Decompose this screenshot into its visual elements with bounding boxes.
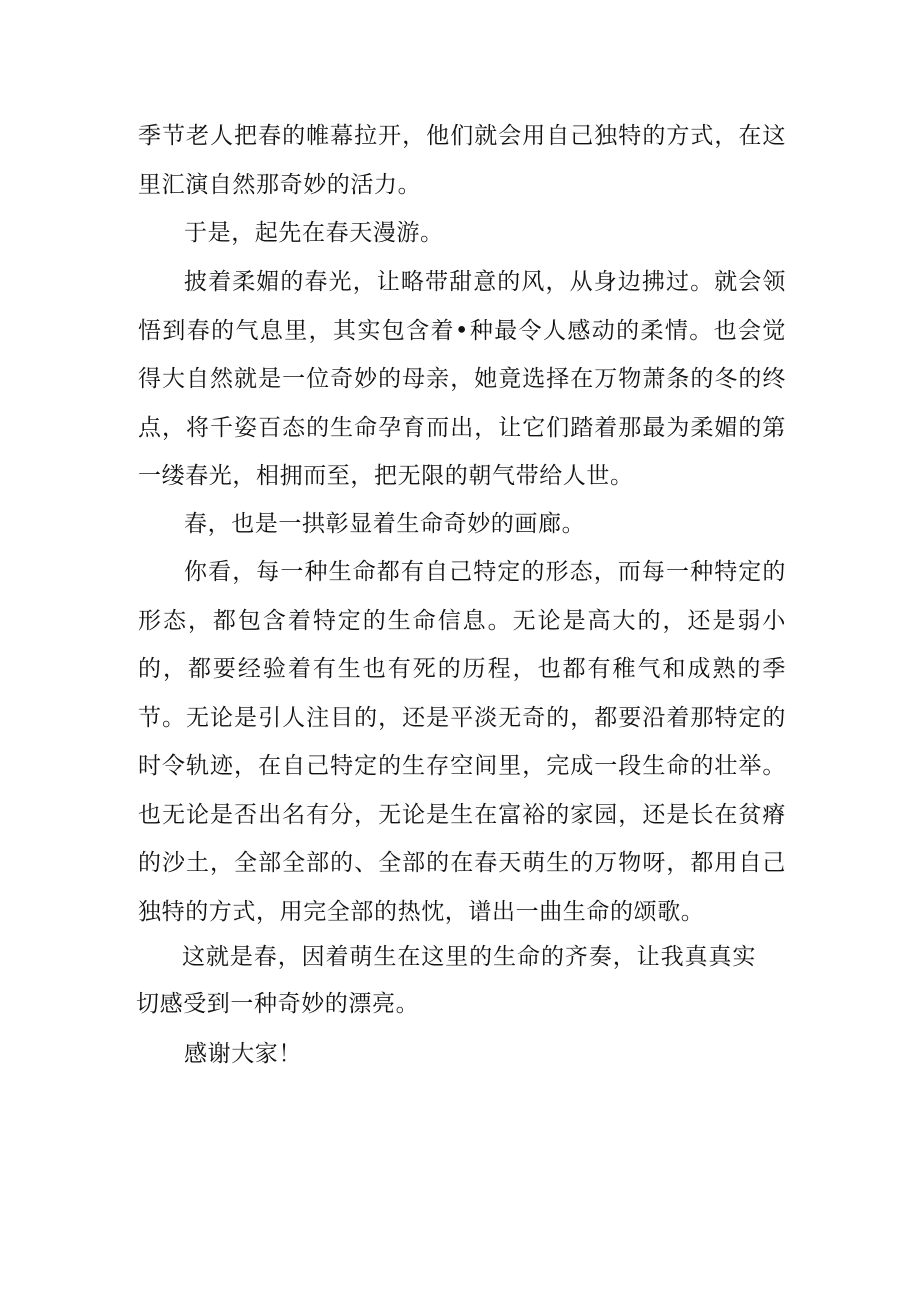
paragraph-3: 披着柔媚的春光，让略带甜意的风，从身边拂过。就会领悟到春的气息里，其实包含着•种最令人感动的柔情。也会觉得大自然就是一位奇妙的母亲，她竟选择在万物萧条的冬的终点，将千姿百态的生命孕育而出，让它们踏着那最为柔媚的第一缕春光，相拥而至，把无限的朝气带给人世。 [138, 269, 786, 489]
paragraph-6: 这就是春，因着萌生在这里的生命的齐奏，让我真真实切感受到一种奇妙的漂亮。 [136, 944, 756, 1017]
paragraph-2: 于是，起先在春天漫游。 [184, 220, 444, 246]
closing-thanks: 感谢大家！ [184, 1041, 302, 1067]
paragraph-1: 季节老人把春的帷幕拉开，他们就会用自己独特的方式，在这里汇演自然那奇妙的活力。 [138, 123, 786, 198]
paragraph-5: 你看，每一种生命都有自己特定的形态，而每一种特定的形态，都包含着特定的生命信息。无论是高大的，还是弱小的，都要经验着有生也有死的历程，也都有稚气和成熟的季节。无论是引人注目的，还是平淡无奇的，都要沿着那特定的时令轨迹，在自己特定的生存空间里，完成一段生命的壮举。也无论是否出名有分，无论是生在富裕的家园，还是长在贫瘠的沙土，全部全部的、全部的在春天萌生的万物呀，都用自己独特的方式，用完全部的热忱，谱出一曲生命的颂歌。 [138, 559, 786, 925]
paragraph-4: 春，也是一拱彰显着生命奇妙的画廊。 [184, 511, 586, 537]
